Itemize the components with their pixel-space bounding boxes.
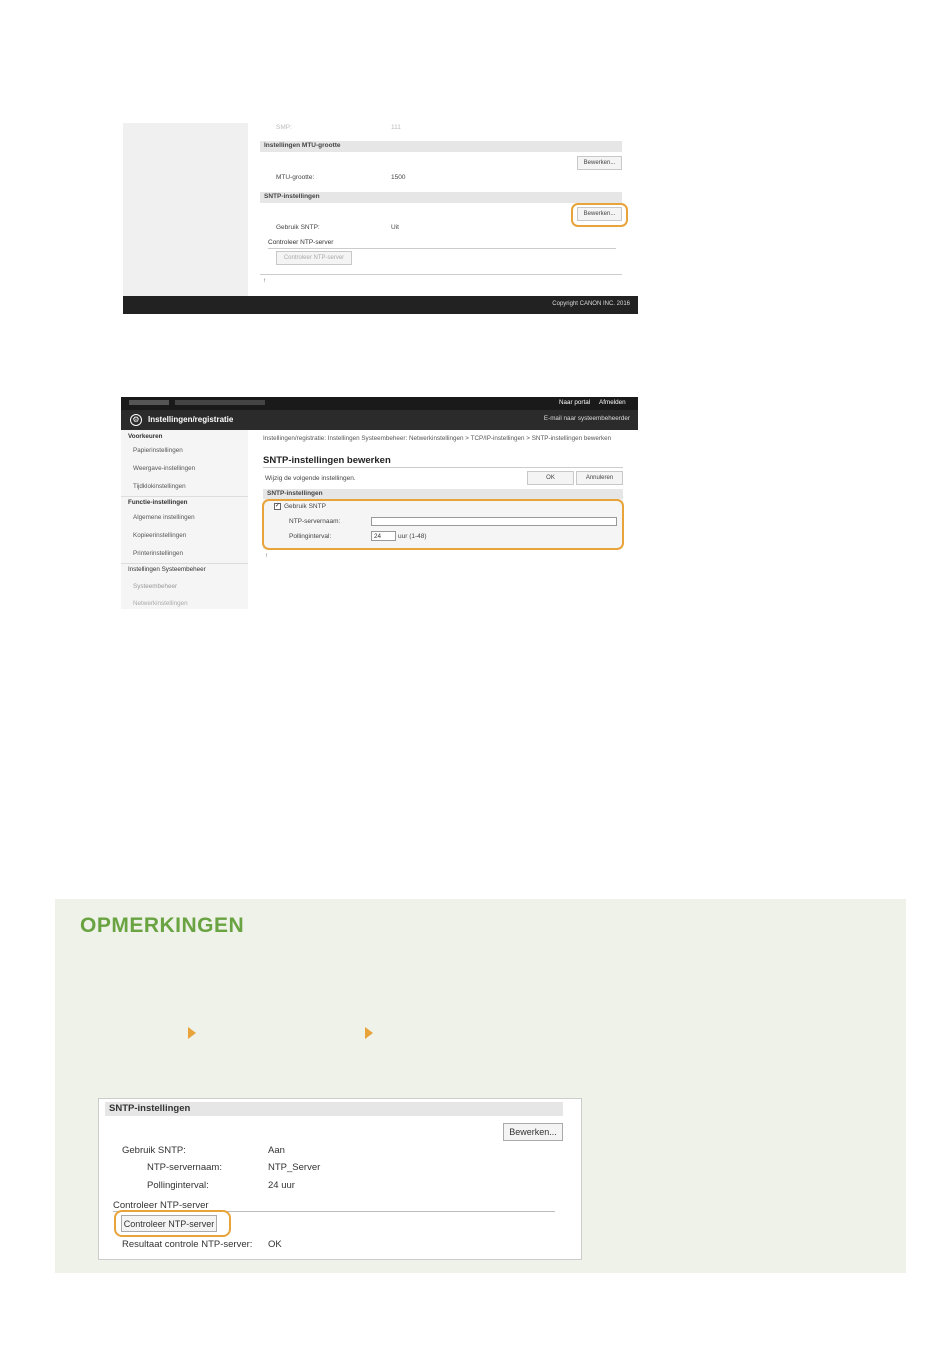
sidebar-heading-functions: Functie-instellingen xyxy=(128,499,188,506)
highlight-sntp-settings xyxy=(262,499,624,550)
sidebar-item-paper[interactable]: Papierinstellingen xyxy=(133,447,183,454)
app-title: Instellingen/registratie xyxy=(148,415,234,424)
back-to-top-link[interactable]: ↑ xyxy=(265,552,269,559)
settings-icon: ⚙ xyxy=(130,414,142,426)
ntp-server-label: NTP-servernaam: xyxy=(289,518,341,525)
polling-interval-unit: uur (1-48) xyxy=(398,533,427,540)
result-label: Resultaat controle NTP-server: xyxy=(122,1239,253,1250)
edit-sntp-button[interactable]: Bewerken... xyxy=(503,1123,563,1141)
sidebar xyxy=(121,430,248,609)
section-sntp-settings: SNTP-instellingen xyxy=(105,1102,563,1116)
arrow-right-icon xyxy=(365,1027,373,1039)
arrow-right-icon xyxy=(188,1027,196,1039)
section-mtu: Instellingen MTU-grootte xyxy=(260,141,622,152)
instruction-text: Wijzig de volgende instellingen. xyxy=(265,475,356,482)
section-sntp: SNTP-instellingen xyxy=(260,192,622,203)
use-sntp-checkbox[interactable]: ✓ xyxy=(275,503,281,509)
divider xyxy=(263,467,623,468)
footer-bar xyxy=(123,296,638,314)
email-admin-link[interactable]: E-mail naar systeembeheerder xyxy=(543,415,630,422)
sidebar-divider xyxy=(121,496,248,497)
ntp-server-label: NTP-servernaam: xyxy=(147,1162,222,1173)
ok-button[interactable]: OK xyxy=(527,471,574,485)
highlight-check-ntp xyxy=(114,1210,231,1237)
use-sntp-value: Aan xyxy=(268,1145,285,1156)
screenshot-sntp-edit xyxy=(121,397,638,609)
ntp-server-value: NTP_Server xyxy=(268,1162,321,1173)
sidebar-item-network[interactable]: Netwerkinstellingen xyxy=(133,600,188,607)
sidebar-item-printer[interactable]: Printerinstellingen xyxy=(133,550,184,557)
device-info-blur xyxy=(175,400,265,405)
mtu-value: 1500 xyxy=(391,174,406,181)
use-sntp-label: Gebruik SNTP: xyxy=(276,224,320,231)
mtu-label: MTU-grootte: xyxy=(276,174,315,181)
sidebar-item-display[interactable]: Weergave-instellingen xyxy=(133,465,196,472)
sidebar-heading-system: Instellingen Systeembeheer xyxy=(128,566,206,573)
polling-interval-label: Pollinginterval: xyxy=(147,1180,209,1191)
screenshot-tcpip-settings xyxy=(123,123,638,314)
use-sntp-label: Gebruik SNTP xyxy=(284,503,326,510)
breadcrumb: Instellingen/registratie: Instellingen Systeembeheer: Netwerkinstellingen > TCP/IP-instellingen > SNTP-instellingen bewerken xyxy=(263,435,612,442)
use-sntp-label: Gebruik SNTP: xyxy=(122,1145,186,1156)
polling-interval-label: Pollinginterval: xyxy=(289,533,332,540)
highlight-edit-sntp xyxy=(571,203,628,227)
sidebar-heading-preferences: Voorkeuren xyxy=(128,433,163,440)
sidebar-item-system-admin[interactable]: Systeembeheer xyxy=(133,583,178,590)
main-content xyxy=(248,123,638,296)
sidebar-area xyxy=(123,123,248,296)
edit-sntp-button[interactable]: Bewerken... xyxy=(577,207,622,221)
sidebar-item-general[interactable]: Algemene instellingen xyxy=(133,514,195,521)
edit-mtu-button[interactable]: Bewerken... xyxy=(577,156,622,170)
check-ntp-heading: Controleer NTP-server xyxy=(113,1200,209,1211)
use-sntp-value: Uit xyxy=(391,224,399,231)
copyright-text: Copyright CANON INC. 2016 xyxy=(552,301,630,307)
header-bar xyxy=(121,410,638,430)
back-to-top-link[interactable]: ↑ xyxy=(263,277,267,284)
page-title: SNTP-instellingen bewerken xyxy=(263,455,391,466)
row-value-smp: 111 xyxy=(391,124,401,131)
row-label-smp: SMP: xyxy=(276,124,292,131)
divider xyxy=(260,274,622,275)
check-ntp-button[interactable]: Controleer NTP-server xyxy=(276,251,352,265)
check-ntp-button[interactable]: Controleer NTP-server xyxy=(121,1215,217,1232)
logout-link[interactable]: Afmelden xyxy=(599,399,626,406)
screenshot-sntp-status xyxy=(98,1098,582,1260)
check-ntp-heading: Controleer NTP-server xyxy=(268,239,334,246)
section-sntp-settings: SNTP-instellingen xyxy=(263,489,623,499)
device-name-blur xyxy=(129,400,169,405)
sidebar-item-timer[interactable]: Tijdklokinstellingen xyxy=(133,483,186,490)
portal-link[interactable]: Naar portal xyxy=(559,399,591,406)
cancel-button[interactable]: Annuleren xyxy=(576,471,623,485)
sidebar-divider xyxy=(121,563,248,564)
top-bar xyxy=(121,397,638,410)
notes-title: OPMERKINGEN xyxy=(80,914,245,937)
result-value: OK xyxy=(268,1239,282,1250)
divider xyxy=(268,248,616,249)
polling-interval-value: 24 uur xyxy=(268,1180,295,1191)
sidebar-item-copy[interactable]: Kopieerinstellingen xyxy=(133,532,187,539)
